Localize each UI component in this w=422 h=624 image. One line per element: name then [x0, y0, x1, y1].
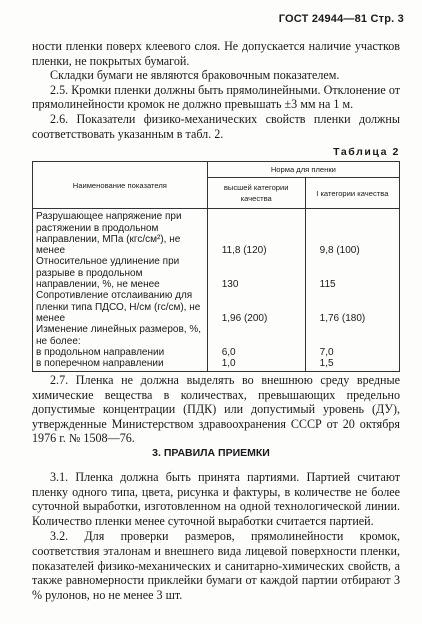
header-name: Наименование показателя — [33, 162, 208, 209]
paragraph-folds: Складки бумаги не являются браковочным показателем. — [50, 68, 340, 83]
paragraph-continuation: ности пленки поверх клеевого слоя. Не допускается наличие участков пленки, не покрытых бумагой. — [32, 39, 400, 68]
paragraph-2-7: 2.7. Пленка не должна выделять во внешнюю среду вредные химические вещества в количествах, превышающих предельно допустимые концентрации (ПДК) или допустимый уровень (ДУ), утвержденные Министерством здравоохранения СССР от 20 октября 1976 г. № 1508—76. — [32, 373, 400, 446]
page-header: ГОСТ 24944—81 Стр. 3 — [278, 13, 404, 25]
cell-first: 115 — [305, 256, 399, 290]
paragraph-2-6: 2.6. Показатели физико-механических свойств пленки должны соответствовать указанным в табл. 2. — [32, 111, 400, 141]
cell-first: 1,5 — [305, 358, 399, 372]
header-high: высшей категории качества — [207, 178, 305, 209]
paragraph-3-1: 3.1. Пленка должна быть принята партиями. Партией считают пленку одного типа, цвета, рисунка и фактуры, в количестве не более суточной выработки, изготовленном на одной технологической линии. Количество пленки менее суточной выработки считается партией. — [32, 470, 400, 528]
section-title: 3. ПРАВИЛА ПРИЕМКИ — [152, 447, 270, 459]
table-row — [33, 256, 400, 290]
cell-name: в поперечном направлении — [33, 358, 208, 372]
cell-name: в продольном направлении — [33, 347, 208, 358]
properties-table — [32, 161, 400, 372]
cell-high: 1,96 (200) — [207, 290, 305, 324]
cell-high: 1,0 — [207, 358, 305, 372]
table-row — [33, 290, 400, 324]
paragraph-2-5: 2.5. Кромки пленки должны быть прямолинейными. Отклонение от прямолинейности кромок не должно превышать ±3 мм на 1 м. — [32, 82, 400, 112]
cell-name: Разрушающее напряжение при растяжении в продольном направлении, МПа (кгс/см²), не менее — [33, 209, 208, 257]
header-norm: Норма для пленки — [207, 162, 399, 178]
table-row — [33, 347, 400, 358]
cell-first: 9,8 (100) — [305, 209, 399, 257]
cell-name: Относительное удлинение при разрыве в продольном направлении, %, не менее — [33, 256, 208, 290]
cell-high: 6,0 — [207, 347, 305, 358]
para-2-7-block — [32, 373, 400, 446]
table-body — [33, 209, 400, 372]
paragraph-3-2: 3.2. Для проверки размеров, прямолинейности кромок, соответствия эталонам и внешнего вида лицевой поверхности пленки, показателей физико-механических и санитарно-химических свойств, а также равномерности приклейки бумаги от каждой партии отбирают 3 % рулонов, но не менее 3 шт. — [32, 529, 400, 602]
bottom-text — [32, 470, 400, 602]
cell-name: Сопротивление отслаиванию для пленки типа ПДСО, Н/см (гс/см), не менее — [33, 290, 208, 324]
cell-high — [207, 324, 305, 347]
cell-high: 130 — [207, 256, 305, 290]
cell-high: 11,8 (120) — [207, 209, 305, 257]
cell-name: Изменение линейных размеров, %, не более: — [33, 324, 208, 347]
header-first: I категории качества — [305, 178, 399, 209]
table-row — [33, 209, 400, 257]
top-text — [32, 39, 400, 141]
table-row — [33, 358, 400, 372]
cell-first: 1,76 (180) — [305, 290, 399, 324]
cell-first: 7,0 — [305, 347, 399, 358]
table-title: Таблица 2 — [333, 146, 400, 158]
cell-first — [305, 324, 399, 347]
table-row — [33, 324, 400, 347]
